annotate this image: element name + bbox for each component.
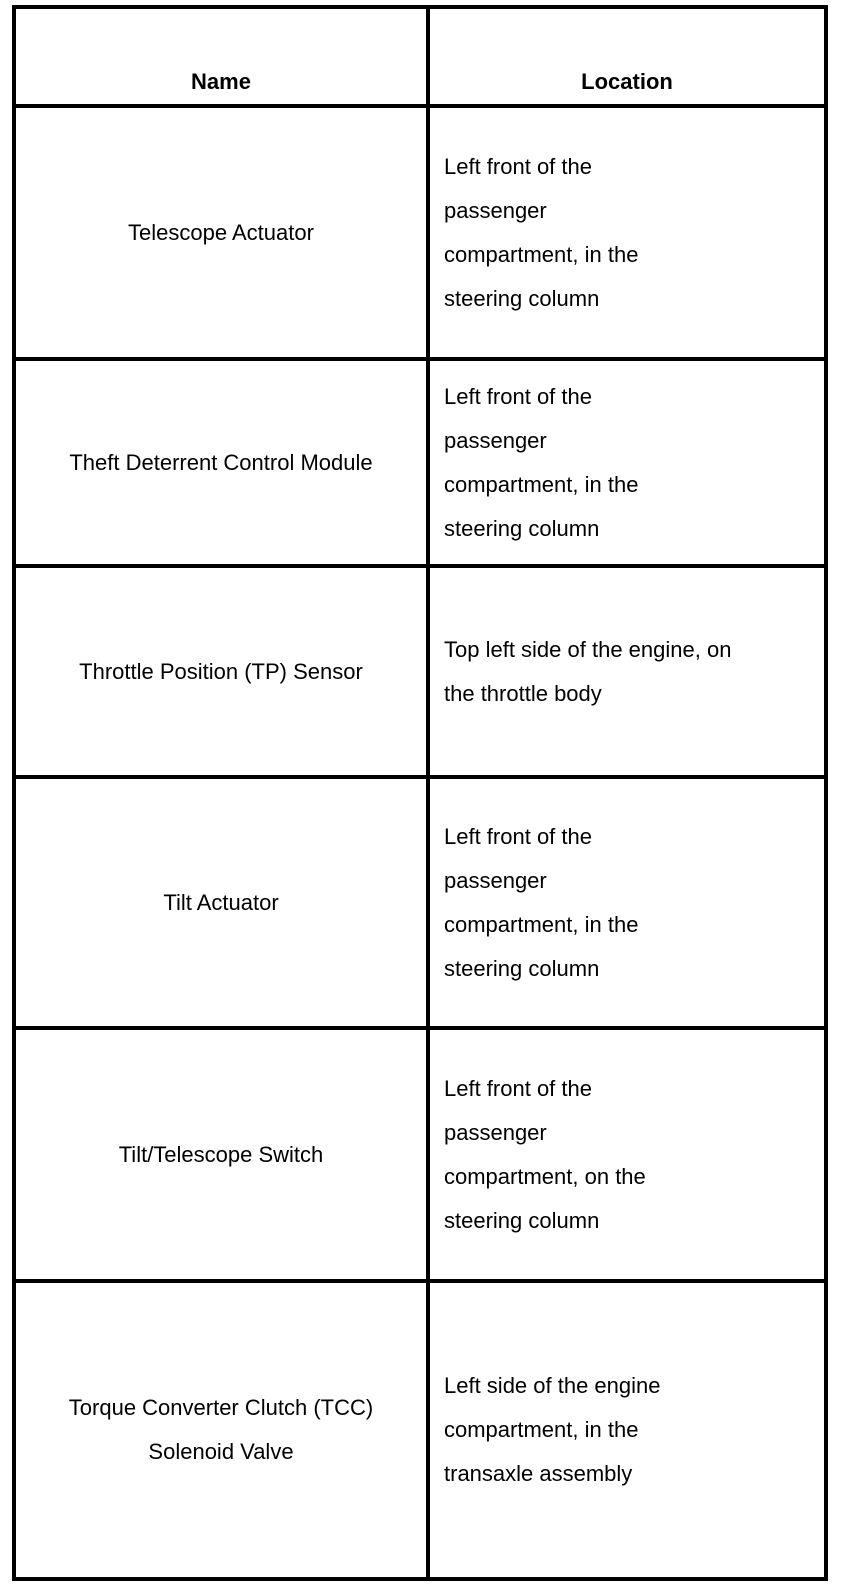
cell-location: Left front of the passenger compartment, in the steering column	[428, 777, 826, 1028]
cell-location: Left front of the passenger compartment, in the steering column	[428, 106, 826, 359]
header-location: Location	[428, 7, 826, 106]
table-row	[14, 1281, 826, 1579]
cell-name: Torque Converter Clutch (TCC) Solenoid Valve	[14, 1281, 428, 1579]
cell-name: Tilt/Telescope Switch	[14, 1028, 428, 1281]
component-location-table	[12, 5, 828, 1581]
table-row	[14, 359, 826, 566]
table-row	[14, 777, 826, 1028]
table-row	[14, 1028, 826, 1281]
cell-location: Top left side of the engine, on the throttle body	[428, 566, 826, 777]
header-name: Name	[14, 7, 428, 106]
cell-location: Left front of the passenger compartment, on the steering column	[428, 1028, 826, 1281]
cell-location: Left side of the engine compartment, in the transaxle assembly	[428, 1281, 826, 1579]
cell-name: Telescope Actuator	[14, 106, 428, 359]
cell-location: Left front of the passenger compartment, in the steering column	[428, 359, 826, 566]
table-row	[14, 106, 826, 359]
cell-name: Tilt Actuator	[14, 777, 428, 1028]
cell-name: Throttle Position (TP) Sensor	[14, 566, 428, 777]
header-row	[14, 7, 826, 106]
cell-name: Theft Deterrent Control Module	[14, 359, 428, 566]
table-row	[14, 566, 826, 777]
